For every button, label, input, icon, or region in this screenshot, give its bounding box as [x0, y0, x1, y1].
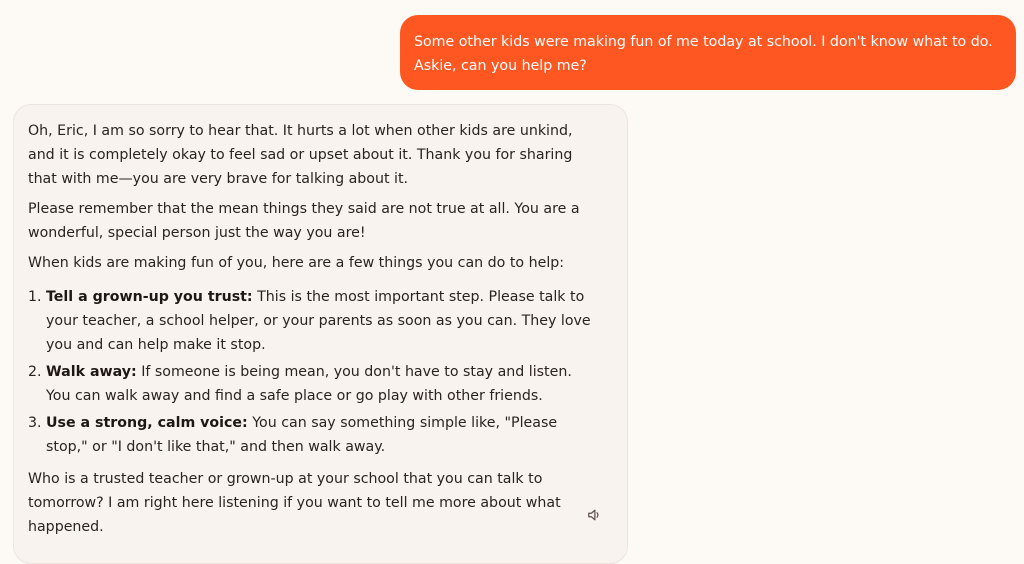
tip-title: Use a strong, calm voice:: [46, 415, 248, 431]
tip-title: Walk away:: [46, 364, 137, 380]
assistant-paragraph: Oh, Eric, I am so sorry to hear that. It hurts a lot when other kids are unkind, and it is completely okay to feel sad or upset about it. Thank you for sharing that with me—you are very brave for talking about it.: [28, 123, 573, 187]
speaker-icon: [587, 508, 601, 522]
tip-text: If someone is being mean, you don't have to stay and listen. You can walk away and find a safe place or go play with other friends.: [46, 364, 572, 404]
assistant-message-bubble: [13, 104, 628, 564]
tips-list: [28, 285, 597, 459]
read-aloud-button[interactable]: [585, 506, 603, 524]
user-message-bubble: [400, 15, 1016, 90]
user-message-text: Some other kids were making fun of me today at school. I don't know what to do. Askie, can you help me?: [414, 34, 993, 74]
assistant-paragraph: Please remember that the mean things they said are not true at all. You are a wonderful, special person just the way you are!: [28, 201, 580, 241]
list-item: [46, 360, 597, 408]
tip-title: Tell a grown-up you trust:: [46, 289, 253, 305]
list-item: [46, 411, 597, 459]
tip-text: This is the most important step. Please talk to your teacher, a school helper, or your parents as soon as you can. They love you and can help make it stop.: [46, 289, 591, 353]
assistant-paragraph: Who is a trusted teacher or grown-up at your school that you can talk to tomorrow? I am right here listening if you want to tell me more about what happened.: [28, 471, 561, 535]
assistant-paragraph: When kids are making fun of you, here are a few things you can do to help:: [28, 255, 565, 271]
list-item: [46, 285, 597, 357]
tip-text: You can say something simple like, "Please stop," or "I don't like that," and then walk away.: [46, 415, 558, 455]
